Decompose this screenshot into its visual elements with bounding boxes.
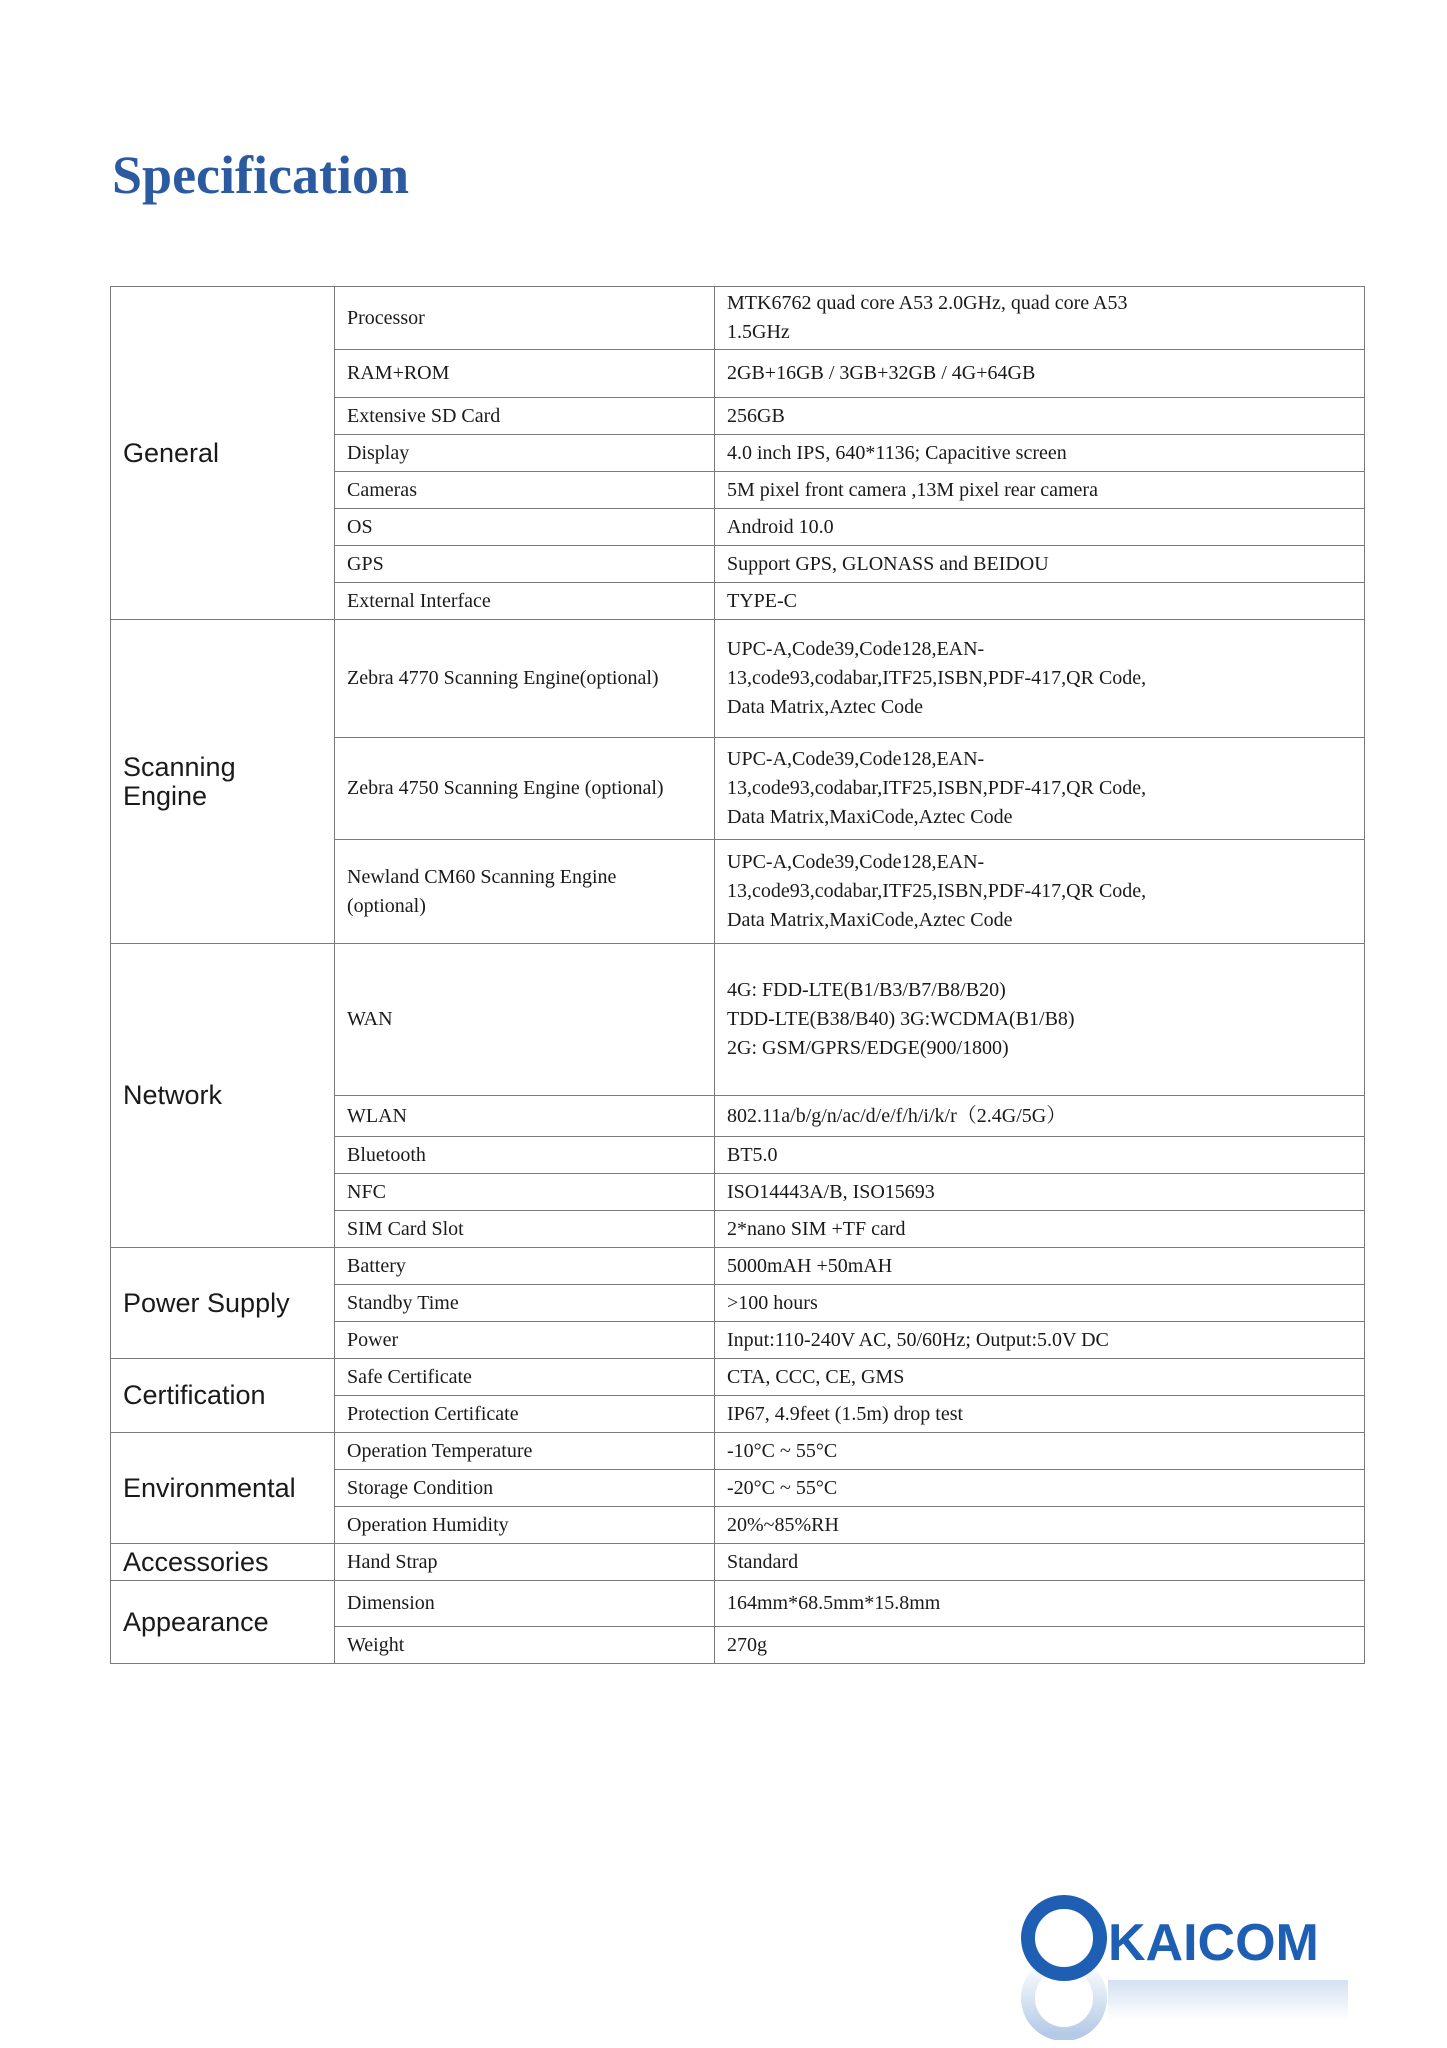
spec-value: >100 hours [715, 1285, 1365, 1322]
spec-row [111, 287, 1365, 350]
logo-wordmark: KAICOM [1108, 1914, 1319, 1972]
spec-value: Input:110-240V AC, 50/60Hz; Output:5.0V DC [715, 1322, 1365, 1359]
spec-name: Display [335, 435, 715, 472]
spec-category: General [111, 287, 335, 620]
spec-value: -20°C ~ 55°C [715, 1470, 1365, 1507]
spec-name: Operation Humidity [335, 1507, 715, 1544]
spec-category: Network [111, 944, 335, 1248]
spec-name: Processor [335, 287, 715, 350]
spec-value: 164mm*68.5mm*15.8mm [715, 1581, 1365, 1627]
spec-category: Power Supply [111, 1248, 335, 1359]
spec-row [111, 1433, 1365, 1470]
spec-value: 802.11a/b/g/n/ac/d/e/f/h/i/k/r（2.4G/5G） [715, 1096, 1365, 1137]
spec-value: UPC-A,Code39,Code128,EAN- 13,code93,codabar,ITF25,ISBN,PDF-417,QR Code, Data Matrix,Aztec Code [715, 620, 1365, 738]
spec-name: NFC [335, 1174, 715, 1211]
spec-name: GPS [335, 546, 715, 583]
spec-name: Zebra 4770 Scanning Engine(optional) [335, 620, 715, 738]
spec-name: Storage Condition [335, 1470, 715, 1507]
spec-value: MTK6762 quad core A53 2.0GHz, quad core A53 1.5GHz [715, 287, 1365, 350]
spec-name: SIM Card Slot [335, 1211, 715, 1248]
spec-value: IP67, 4.9feet (1.5m) drop test [715, 1396, 1365, 1433]
spec-name: Battery [335, 1248, 715, 1285]
spec-name: RAM+ROM [335, 350, 715, 398]
spec-table [110, 286, 1365, 1664]
spec-value: 5M pixel front camera ,13M pixel rear camera [715, 472, 1365, 509]
spec-row [111, 1359, 1365, 1396]
spec-name: WAN [335, 944, 715, 1096]
spec-row [111, 944, 1365, 1096]
spec-value: Android 10.0 [715, 509, 1365, 546]
spec-value: Standard [715, 1544, 1365, 1581]
spec-name: Operation Temperature [335, 1433, 715, 1470]
spec-value: UPC-A,Code39,Code128,EAN- 13,code93,codabar,ITF25,ISBN,PDF-417,QR Code, Data Matrix,MaxiCode,Aztec Code [715, 840, 1365, 944]
spec-value: 4.0 inch IPS, 640*1136; Capacitive screen [715, 435, 1365, 472]
spec-value: 5000mAH +50mAH [715, 1248, 1365, 1285]
spec-row [111, 1248, 1365, 1285]
spec-value: ISO14443A/B, ISO15693 [715, 1174, 1365, 1211]
spec-value: BT5.0 [715, 1137, 1365, 1174]
spec-value: TYPE-C [715, 583, 1365, 620]
spec-value: 4G: FDD-LTE(B1/B3/B7/B8/B20) TDD-LTE(B38/B40) 3G:WCDMA(B1/B8) 2G: GSM/GPRS/EDGE(900/1800) [715, 944, 1365, 1096]
spec-value: CTA, CCC, CE, GMS [715, 1359, 1365, 1396]
spec-value: UPC-A,Code39,Code128,EAN- 13,code93,codabar,ITF25,ISBN,PDF-417,QR Code, Data Matrix,MaxiCode,Aztec Code [715, 738, 1365, 840]
spec-row [111, 620, 1365, 738]
spec-category: Certification [111, 1359, 335, 1433]
spec-name: External Interface [335, 583, 715, 620]
spec-category: Accessories [111, 1544, 335, 1581]
spec-name: Extensive SD Card [335, 398, 715, 435]
spec-value: 256GB [715, 398, 1365, 435]
spec-row [111, 1544, 1365, 1581]
spec-row [111, 1581, 1365, 1627]
spec-name: Newland CM60 Scanning Engine (optional) [335, 840, 715, 944]
spec-category: Scanning Engine [111, 620, 335, 944]
spec-table-body [111, 287, 1365, 1664]
spec-name: Bluetooth [335, 1137, 715, 1174]
spec-name: OS [335, 509, 715, 546]
spec-name: Hand Strap [335, 1544, 715, 1581]
spec-name: Zebra 4750 Scanning Engine (optional) [335, 738, 715, 840]
spec-value: -10°C ~ 55°C [715, 1433, 1365, 1470]
spec-name: Power [335, 1322, 715, 1359]
spec-name: WLAN [335, 1096, 715, 1137]
spec-name: Protection Certificate [335, 1396, 715, 1433]
spec-category: Environmental [111, 1433, 335, 1544]
kaicom-logo [1016, 1880, 1356, 2040]
spec-name: Dimension [335, 1581, 715, 1627]
spec-name: Cameras [335, 472, 715, 509]
spec-name: Weight [335, 1627, 715, 1664]
spec-name: Safe Certificate [335, 1359, 715, 1396]
spec-value: 2GB+16GB / 3GB+32GB / 4G+64GB [715, 350, 1365, 398]
page-title: Specification [112, 145, 409, 205]
spec-name: Standby Time [335, 1285, 715, 1322]
spec-category: Appearance [111, 1581, 335, 1664]
spec-value: Support GPS, GLONASS and BEIDOU [715, 546, 1365, 583]
spec-value: 20%~85%RH [715, 1507, 1365, 1544]
spec-value: 2*nano SIM +TF card [715, 1211, 1365, 1248]
spec-value: 270g [715, 1627, 1365, 1664]
